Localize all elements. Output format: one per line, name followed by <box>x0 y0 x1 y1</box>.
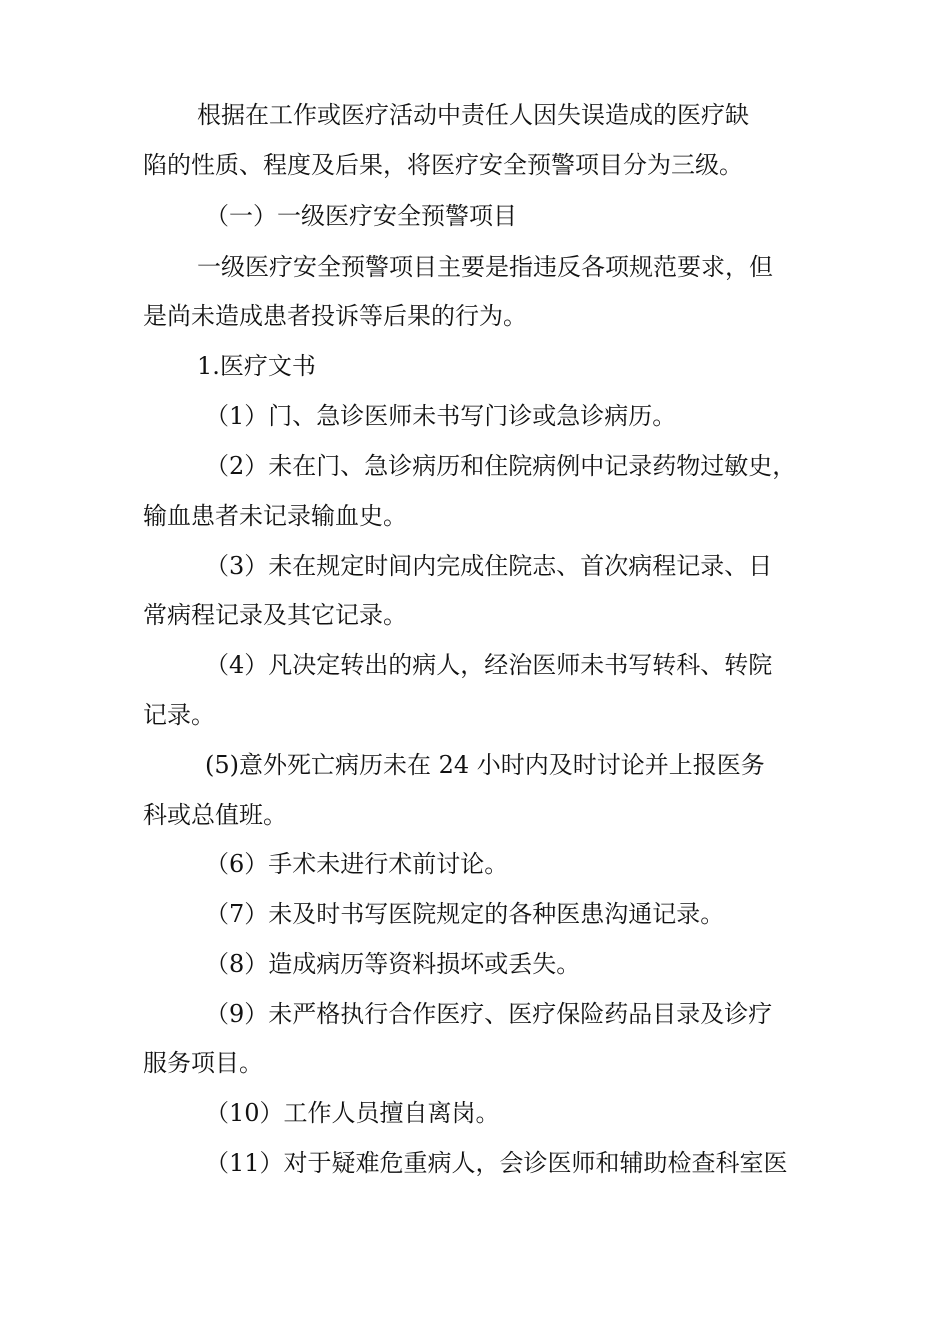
list-item: （4）凡决定转出的病人，经治医师未书写转科、转院 <box>205 651 773 679</box>
paragraph-line: 一级医疗安全预警项目主要是指违反各项规范要求，但 <box>197 253 773 281</box>
list-item-continuation: 服务项目。 <box>143 1049 263 1077</box>
list-item: （7）未及时书写医院规定的各种医患沟通记录。 <box>205 900 725 928</box>
list-item: （8）造成病历等资料损坏或丢失。 <box>205 950 581 978</box>
section-heading: （一）一级医疗安全预警项目 <box>205 202 517 230</box>
subsection-heading: 1.医疗文书 <box>197 352 316 380</box>
list-item: （11）对于疑难危重病人，会诊医师和辅助检查科室医 <box>205 1149 788 1177</box>
paragraph-line: 陷的性质、程度及后果，将医疗安全预警项目分为三级。 <box>143 151 743 179</box>
list-item: (5)意外死亡病历未在 24 小时内及时讨论并上报医务 <box>205 751 765 779</box>
list-item: （2）未在门、急诊病历和住院病例中记录药物过敏史， <box>205 452 797 480</box>
list-item-continuation: 科或总值班。 <box>143 801 287 829</box>
paragraph-line: 根据在工作或医疗活动中责任人因失误造成的医疗缺 <box>197 101 749 129</box>
list-item-continuation: 常病程记录及其它记录。 <box>143 601 407 629</box>
list-item-continuation: 记录。 <box>143 701 215 729</box>
list-item: （9）未严格执行合作医疗、医疗保险药品目录及诊疗 <box>205 1000 773 1028</box>
list-item: （10）工作人员擅自离岗。 <box>205 1099 500 1127</box>
list-item-continuation: 输血患者未记录输血史。 <box>143 502 407 530</box>
list-item: （1）门、急诊医师未书写门诊或急诊病历。 <box>205 402 677 430</box>
list-item: （3）未在规定时间内完成住院志、首次病程记录、日 <box>205 552 773 580</box>
list-item: （6）手术未进行术前讨论。 <box>205 850 509 878</box>
paragraph-line: 是尚未造成患者投诉等后果的行为。 <box>143 302 527 330</box>
